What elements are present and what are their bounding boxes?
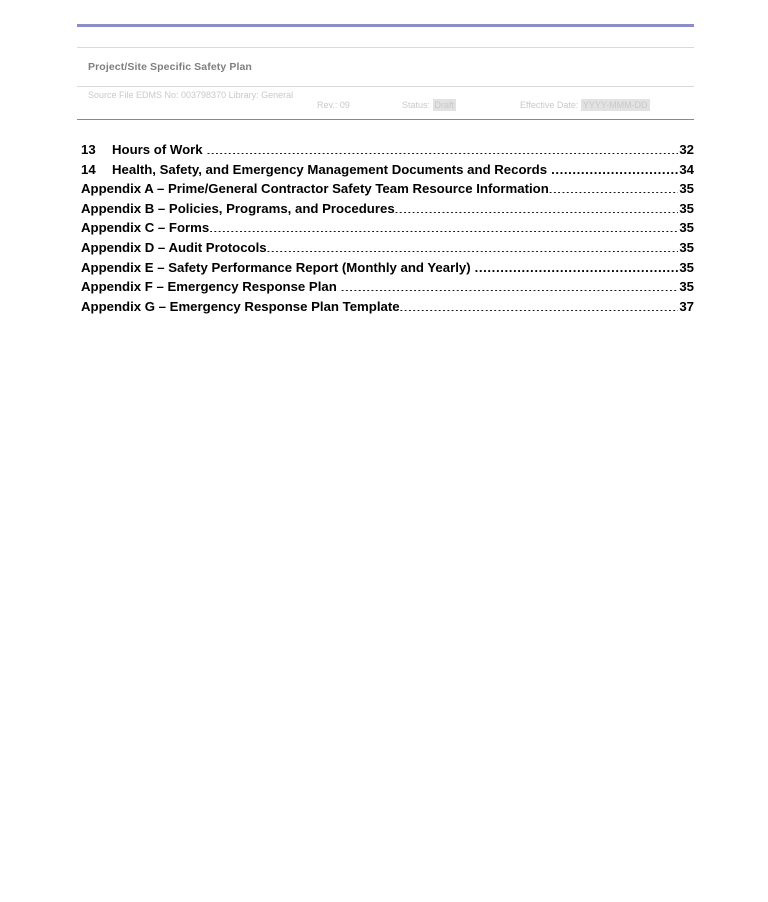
source-file-field: Source File EDMS No: 003798370 Library: General	[88, 90, 294, 100]
toc-entry[interactable]	[81, 199, 694, 219]
table-of-contents	[81, 140, 694, 316]
toc-entry-page-number: 35	[679, 200, 694, 216]
toc-entry-label: Appendix A – Prime/General Contractor Safety Team Resource Information	[81, 181, 549, 197]
toc-entry-label: Appendix G – Emergency Response Plan Template	[81, 298, 400, 314]
toc-entry-number: 13	[81, 142, 96, 157]
revision-field: Rev.: 09	[317, 100, 350, 110]
toc-entry-page-number: 32	[679, 142, 694, 157]
toc-entry-page-number: 35	[679, 259, 694, 275]
effective-date-value: YYYY-MMM-DD	[582, 100, 648, 110]
toc-entry[interactable]	[81, 218, 694, 238]
toc-entry[interactable]	[81, 179, 694, 199]
effective-date-label: Effective Date:	[520, 100, 579, 110]
toc-entry[interactable]	[81, 160, 694, 180]
toc-dot-leader	[209, 219, 678, 232]
document-title: Project/Site Specific Safety Plan	[88, 61, 252, 73]
toc-entry[interactable]	[81, 258, 694, 278]
toc-entry-page-number: 35	[679, 279, 694, 295]
toc-dot-leader	[395, 200, 679, 213]
toc-entry-page-number: 35	[679, 239, 694, 255]
toc-entry[interactable]	[81, 140, 694, 160]
status-value: Draft	[434, 100, 455, 110]
toc-entry-page-number: 37	[679, 298, 694, 314]
toc-dot-leader	[549, 180, 679, 193]
toc-entry-label: Hours of Work	[112, 142, 203, 157]
toc-entry-page-number: 35	[679, 220, 694, 236]
header-metadata-row	[77, 87, 694, 119]
page-header	[77, 24, 694, 120]
toc-entry-label: Appendix D – Audit Protocols	[81, 239, 267, 255]
toc-dot-leader	[547, 160, 678, 173]
toc-entry-number: 14	[81, 161, 96, 177]
status-field	[402, 99, 456, 112]
toc-entry-label: Appendix C – Forms	[81, 220, 210, 236]
toc-dot-leader	[337, 278, 679, 291]
toc-dot-leader	[400, 298, 679, 311]
header-spacer	[77, 27, 694, 47]
effective-date-field	[520, 99, 650, 112]
toc-entry-label: Appendix B – Policies, Programs, and Procedures	[81, 200, 395, 216]
toc-dot-leader	[471, 258, 679, 271]
toc-entry-page-number: 35	[679, 181, 694, 197]
toc-dot-leader	[267, 239, 679, 252]
toc-entry-label: Health, Safety, and Emergency Management Documents and Records	[112, 161, 548, 177]
header-rule-bottom	[77, 119, 694, 120]
toc-entry[interactable]	[81, 297, 694, 317]
toc-entry[interactable]	[81, 277, 694, 297]
toc-entry[interactable]	[81, 238, 694, 258]
document-title-row	[77, 48, 694, 86]
toc-entry-page-number: 34	[679, 161, 694, 177]
status-label: Status:	[402, 100, 431, 110]
toc-dot-leader	[203, 141, 679, 154]
toc-entry-label: Appendix E – Safety Performance Report (Monthly and Yearly)	[81, 259, 471, 275]
toc-entry-label: Appendix F – Emergency Response Plan	[81, 279, 337, 295]
